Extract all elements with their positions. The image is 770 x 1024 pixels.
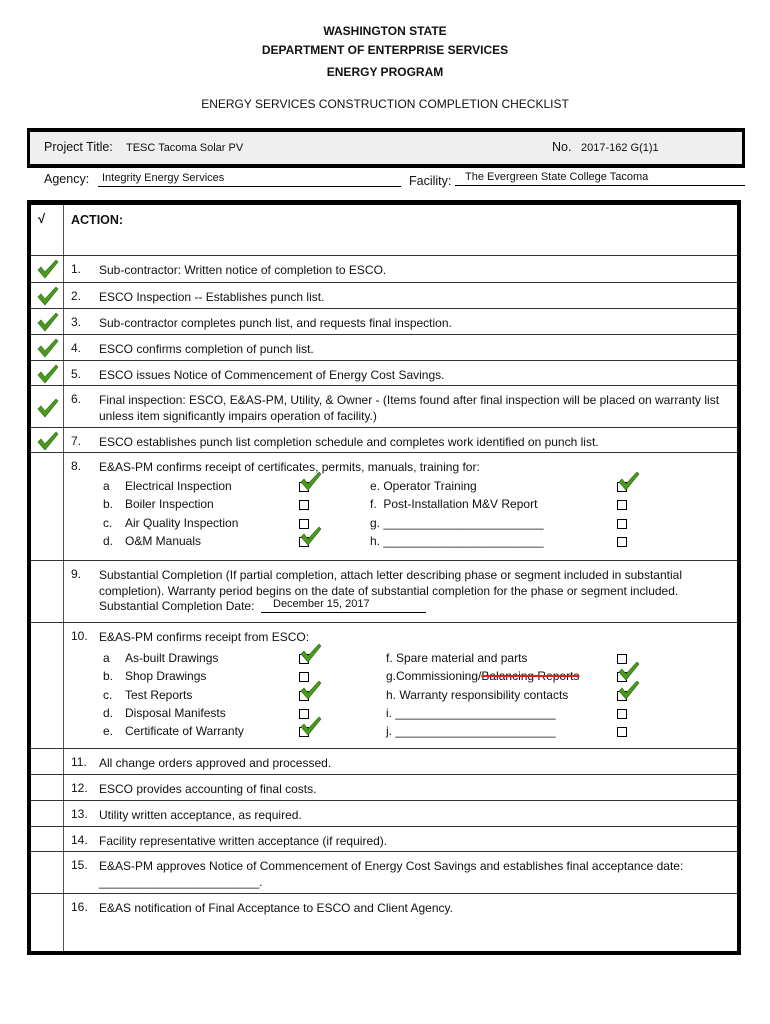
checkmark-icon: [618, 471, 640, 494]
action-row-3: [31, 308, 737, 335]
item-number: 2.: [71, 289, 82, 303]
sub-item-label: f. Spare material and parts: [386, 651, 528, 665]
item-number: 10.: [71, 629, 88, 643]
item-number: 4.: [71, 341, 82, 355]
sub-item-label: g.Commissioning/Balancing Reports: [386, 669, 580, 684]
action-row-13: [31, 800, 737, 827]
completion-date-value: December 15, 2017: [273, 598, 370, 610]
sub-item-letter: a: [103, 479, 110, 493]
strikethrough-text: Balancing Reports: [481, 669, 580, 684]
sub-item-checkbox[interactable]: [617, 727, 627, 737]
checkmark-icon: [300, 716, 322, 739]
item-text: All change orders approved and processed.: [99, 756, 332, 770]
completion-date-field[interactable]: [261, 598, 426, 613]
item-number: 5.: [71, 367, 82, 381]
action-row-12: [31, 774, 737, 801]
action-table: [27, 200, 741, 955]
sub-item-label: As-built Drawings: [125, 651, 219, 665]
item-number: 13.: [71, 807, 88, 821]
item-text: E&AS-PM confirms receipt from ESCO:: [99, 630, 310, 644]
sub-item-label: g. ________________________: [370, 515, 544, 530]
checkmark-icon[interactable]: [37, 259, 59, 282]
sub-item-checkbox[interactable]: [617, 709, 627, 719]
item-number: 1.: [71, 262, 82, 276]
item-text: Final inspection: ESCO, E&AS-PM, Utility, & Owner - (Items found after final inspection will be placed on warranty list unless item significantly impairs operation of facility.): [99, 393, 720, 423]
action-row-1: [31, 255, 737, 283]
sub-item-label: i. ________________________: [386, 705, 556, 720]
sub-item-label: Certificate of Warranty: [125, 724, 244, 739]
agency-field[interactable]: [98, 172, 401, 187]
item-text: ESCO confirms completion of punch list.: [99, 342, 314, 356]
item-number: 11.: [71, 755, 87, 769]
action-header: ACTION:: [71, 213, 124, 227]
document-title: ENERGY SERVICES CONSTRUCTION COMPLETION CHECKLIST: [201, 97, 569, 111]
item-number: 7.: [71, 434, 82, 448]
item-text: Sub-contractor: Written notice of completion to ESCO.: [99, 263, 387, 277]
checkmark-icon: [300, 643, 322, 666]
action-row-5: [31, 360, 737, 386]
sub-item-label: O&M Manuals: [125, 533, 202, 548]
item-text: ESCO establishes punch list completion schedule and completes work identified on punch list.: [99, 435, 599, 449]
action-row-7: [31, 427, 737, 453]
item-text: Facility representative written acceptance (if required).: [99, 834, 388, 848]
action-row-6: [31, 385, 737, 428]
item-number: 8.: [71, 459, 82, 473]
item-number: 14.: [71, 833, 88, 847]
sub-item-label: f. Post-Installation M&V Report: [370, 497, 538, 512]
agency-value: Integrity Energy Services: [102, 172, 225, 184]
sub-item-label: Test Reports: [125, 687, 193, 702]
checkmark-icon[interactable]: [37, 398, 59, 421]
sub-item-label: h. Warranty responsibility contacts: [386, 687, 569, 702]
sub-item-letter: e.: [103, 724, 114, 739]
item-number: 9.: [71, 567, 82, 581]
project-no-value[interactable]: 2017-162 G(1)1: [581, 142, 659, 154]
sub-item-letter: b.: [103, 497, 114, 512]
checkmark-icon[interactable]: [37, 431, 59, 454]
header-program: ENERGY PROGRAM: [326, 65, 444, 79]
action-row-4: [31, 334, 737, 361]
checkmark-icon[interactable]: [37, 364, 59, 387]
sub-item-label: Electrical Inspection: [125, 479, 232, 493]
item-number: 3.: [71, 315, 82, 329]
sub-item-letter: d.: [103, 705, 114, 720]
checkmark-icon[interactable]: [37, 286, 59, 309]
project-title-label: Project Title:: [44, 140, 113, 154]
sub-item-label: Boiler Inspection: [125, 497, 214, 512]
checkmark-icon: [300, 526, 322, 549]
action-row-15: [31, 851, 737, 894]
completion-date-label: Substantial Completion Date:: [99, 599, 255, 613]
checkmark-icon[interactable]: [37, 312, 59, 335]
action-row-14: [31, 826, 737, 852]
header-department: DEPARTMENT OF ENTERPRISE SERVICES: [261, 43, 509, 57]
sub-item-label: j. ________________________: [386, 724, 556, 739]
checkmark-icon: [300, 680, 322, 703]
sub-item-letter: c.: [103, 687, 113, 702]
action-row-9: [31, 560, 737, 623]
item-text: ESCO provides accounting of final costs.: [99, 782, 317, 796]
item-text: Utility written acceptance, as required.: [99, 808, 302, 822]
checkmark-icon[interactable]: [37, 338, 59, 361]
action-row-8: [31, 452, 737, 561]
item-text: E&AS notification of Final Acceptance to ESCO and Client Agency.: [99, 901, 453, 915]
sub-item-label: e. Operator Training: [370, 479, 477, 493]
sub-item-letter: d.: [103, 533, 114, 548]
item-number: 16.: [71, 900, 88, 914]
facility-field[interactable]: [455, 171, 745, 186]
action-row-11: [31, 748, 737, 775]
sub-item-checkbox[interactable]: [617, 500, 627, 510]
facility-label: Facility:: [409, 174, 452, 188]
sub-item-checkbox[interactable]: [299, 500, 309, 510]
sub-item-checkbox[interactable]: [617, 519, 627, 529]
action-row-2: [31, 282, 737, 309]
facility-value: The Evergreen State College Tacoma: [465, 171, 649, 183]
sub-item-label: Disposal Manifests: [125, 705, 226, 720]
item-text: Sub-contractor completes punch list, and requests final inspection.: [99, 316, 452, 330]
item-text: Substantial Completion (If partial completion, attach letter describing phase or segment included in substantial completion). Warranty period begins on the date of substantial completion for the phase or segment included.: [99, 568, 682, 598]
item-text: E&AS-PM approves Notice of Commencement of Energy Cost Savings and establishes final acceptance date: ________________________.: [99, 859, 684, 889]
checkmark-icon: [618, 680, 640, 703]
item-number: 6.: [71, 392, 82, 406]
agency-label: Agency:: [44, 172, 90, 186]
sub-item-label: h. ________________________: [370, 533, 544, 548]
sub-item-letter: a: [103, 651, 110, 665]
sub-item-label: Shop Drawings: [125, 669, 207, 684]
sub-item-checkbox[interactable]: [617, 537, 627, 547]
check-column-header: √: [38, 211, 46, 226]
checkmark-icon: [300, 471, 322, 494]
action-row-16: [31, 893, 737, 956]
item-text: ESCO issues Notice of Commencement of Energy Cost Savings.: [99, 368, 445, 382]
sub-item-letter: b.: [103, 669, 114, 684]
item-text: E&AS-PM confirms receipt of certificates, permits, manuals, training for:: [99, 460, 480, 474]
item-text: ESCO Inspection -- Establishes punch list.: [99, 290, 325, 304]
header-state: WASHINGTON STATE: [323, 24, 447, 38]
action-row-10: [31, 622, 737, 749]
project-box: [27, 128, 745, 168]
project-no-label: No.: [552, 140, 572, 154]
sub-item-label: Air Quality Inspection: [125, 515, 239, 530]
item-number: 15.: [71, 858, 88, 872]
project-title-value[interactable]: TESC Tacoma Solar PV: [126, 142, 244, 154]
item-number: 12.: [71, 781, 88, 795]
sub-item-letter: c.: [103, 515, 113, 530]
